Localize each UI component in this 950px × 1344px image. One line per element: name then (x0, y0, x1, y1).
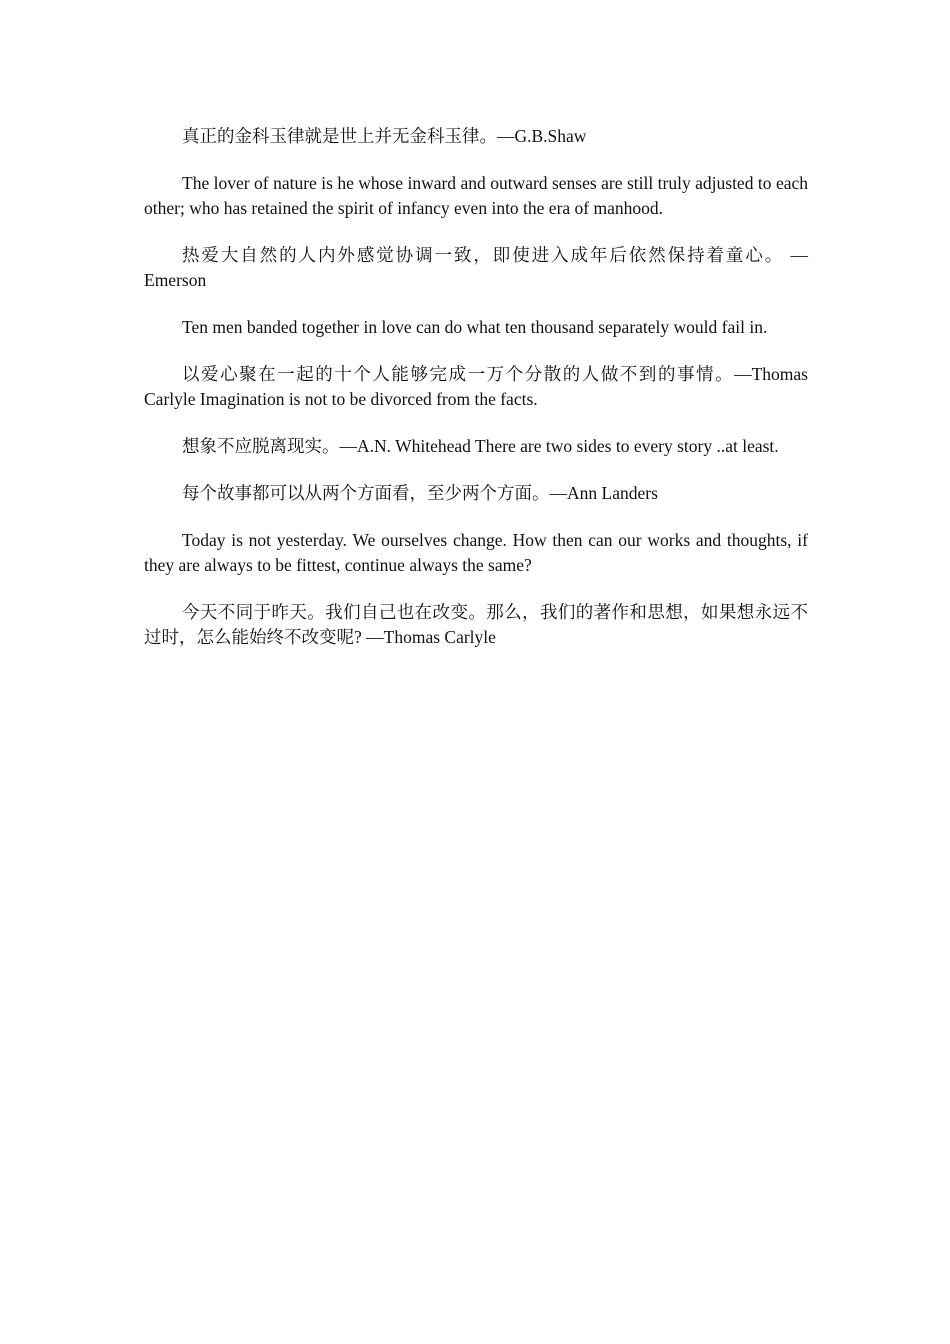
document-body (144, 124, 808, 650)
paragraph-shaw-quote-zh: 真正的金科玉律就是世上并无金科玉律。—G.B.Shaw (182, 126, 587, 146)
paragraph-today-quote-zh: 今天不同于昨天。我们自己也在改变。那么，我们的著作和思想，如果想永远不过时，怎么能始终不改变呢? —Thomas Carlyle (144, 602, 808, 647)
paragraph-today-quote-en: Today is not yesterday. We ourselves change. How then can our works and thoughts, if they are always to be fittest, continue always the same? (144, 530, 808, 575)
paragraph-nature-quote-en: The lover of nature is he whose inward and outward senses are still truly adjusted to each other; who has retained the spirit of infancy even into the era of manhood. (144, 173, 808, 218)
paragraph-whitehead-quote-zh: 想象不应脱离现实。—A.N. Whitehead There are two sides to every story ..at least. (182, 436, 779, 456)
paragraph-landers-quote-zh: 每个故事都可以从两个方面看，至少两个方面。—Ann Landers (182, 483, 658, 503)
paragraph-emerson-quote-zh: 热爱大自然的人内外感觉协调一致，即使进入成年后依然保持着童心。 —Emerson (144, 245, 808, 290)
paragraph-ten-men-quote-en: Ten men banded together in love can do what ten thousand separately would fail in. (182, 317, 768, 337)
paragraph-carlyle-quote-zh: 以爱心聚在一起的十个人能够完成一万个分散的人做不到的事情。—Thomas Carlyle Imagination is not to be divorced from the facts. (144, 364, 808, 409)
